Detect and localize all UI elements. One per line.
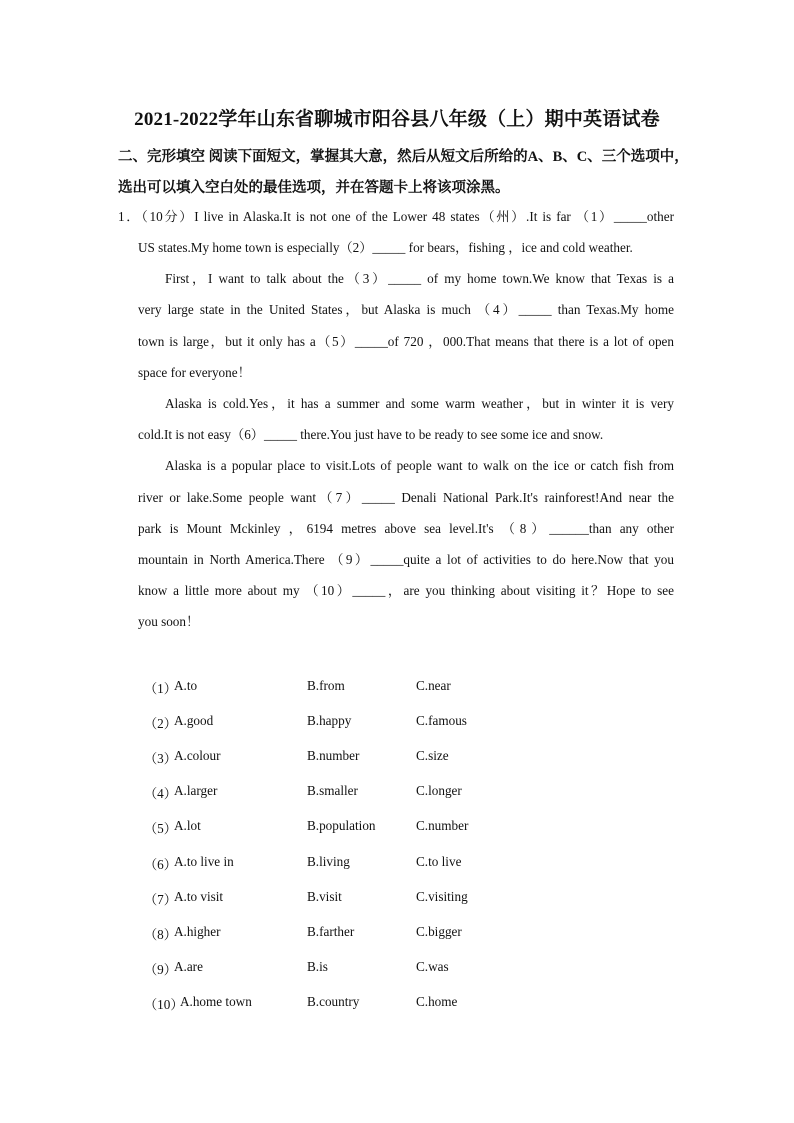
passage-line: First，I want to talk about the（3）_____ of my home town.We know that Texas is a	[165, 271, 674, 286]
option-b[interactable]: B.smaller	[307, 783, 358, 798]
option-number: （2）	[144, 716, 177, 731]
passage-line: know a little more about my （10）_____，are you thinking about visiting it？Hope to see	[138, 583, 674, 598]
passage-line: Alaska is cold.Yes，it has a summer and some warm weather，but in winter it is very	[165, 396, 674, 411]
option-c[interactable]: C.famous	[416, 713, 467, 728]
passage-line: river or lake.Some people want（7）_____ Denali National Park.It's rainforest!And near the	[138, 490, 674, 505]
option-c[interactable]: C.home	[416, 994, 458, 1009]
option-a[interactable]: A.to visit	[174, 889, 224, 904]
option-row	[144, 924, 544, 946]
option-a[interactable]: A.to live in	[174, 854, 234, 869]
option-row	[144, 854, 544, 876]
option-a[interactable]: A.good	[174, 713, 214, 728]
option-c[interactable]: C.size	[416, 748, 449, 763]
option-b[interactable]: B.happy	[307, 713, 352, 728]
option-c[interactable]: C.to live	[416, 854, 462, 869]
option-b[interactable]: B.farther	[307, 924, 355, 939]
passage-line: US states.My home town is especially（2）_____ for bears，fishing ，ice and cold weather.	[138, 240, 633, 255]
passage-line: cold.It is not easy（6）_____ there.You just have to be ready to see some ice and snow.	[138, 427, 604, 442]
option-number: （10）	[144, 997, 184, 1012]
option-number: （4）	[144, 786, 177, 801]
exam-title: 2021-2022学年山东省聊城市阳谷县八年级（上）期中英语试卷	[134, 109, 660, 130]
section-instruction-line-2: 选出可以填入空白处的最佳选项，并在答题卡上将该项涂黑。	[118, 180, 510, 196]
passage-line: park is Mount Mckinley ，6194 metres above sea level.It's （8）______than any other	[138, 521, 674, 536]
option-row	[144, 818, 544, 840]
option-row	[144, 889, 544, 911]
option-number: （3）	[144, 751, 177, 766]
option-b[interactable]: B.is	[307, 959, 328, 974]
option-a[interactable]: A.home town	[180, 994, 252, 1009]
option-b[interactable]: B.visit	[307, 889, 342, 904]
option-a[interactable]: A.higher	[174, 924, 221, 939]
option-a[interactable]: A.lot	[174, 818, 201, 833]
passage-line: Alaska is a popular place to visit.Lots of people want to walk on the ice or catch fish from	[165, 458, 674, 473]
passage-line: space for everyone！	[138, 365, 251, 380]
option-number: （7）	[144, 892, 177, 907]
passage-line: 1．（10分）I live in Alaska.It is not one of the Lower 48 states（州）.It is far （1）_____other	[118, 209, 674, 224]
option-row	[144, 959, 544, 981]
option-a[interactable]: A.larger	[174, 783, 218, 798]
option-b[interactable]: B.living	[307, 854, 350, 869]
option-row	[144, 994, 544, 1016]
option-number: （6）	[144, 857, 177, 872]
option-b[interactable]: B.country	[307, 994, 360, 1009]
option-row	[144, 783, 544, 805]
option-a[interactable]: A.are	[174, 959, 203, 974]
option-b[interactable]: B.population	[307, 818, 376, 833]
passage-line: very large state in the United States，but Alaska is much （4）_____ than Texas.My home	[138, 302, 674, 317]
option-number: （5）	[144, 821, 177, 836]
option-c[interactable]: C.was	[416, 959, 449, 974]
option-number: （8）	[144, 927, 177, 942]
option-number: （9）	[144, 962, 177, 977]
option-number: （1）	[144, 681, 177, 696]
option-a[interactable]: A.to	[174, 678, 198, 693]
option-b[interactable]: B.from	[307, 678, 345, 693]
option-row	[144, 748, 544, 770]
passage-line: mountain in North America.There （9）_____quite a lot of activities to do here.Now that you	[138, 552, 674, 567]
passage-line: you soon！	[138, 614, 200, 629]
option-c[interactable]: C.bigger	[416, 924, 462, 939]
passage-line: town is large，but it only has a（5）_____of 720 ，000.That means that there is a lot of open	[138, 334, 674, 349]
section-instruction-line-1: 二、完形填空 阅读下面短文，掌握其大意，然后从短文后所给的A、B、C、三个选项中，	[118, 149, 689, 165]
option-c[interactable]: C.visiting	[416, 889, 468, 904]
option-row	[144, 713, 544, 735]
option-a[interactable]: A.colour	[174, 748, 221, 763]
option-c[interactable]: C.near	[416, 678, 451, 693]
option-c[interactable]: C.longer	[416, 783, 462, 798]
option-b[interactable]: B.number	[307, 748, 360, 763]
option-c[interactable]: C.number	[416, 818, 469, 833]
option-row	[144, 678, 544, 700]
